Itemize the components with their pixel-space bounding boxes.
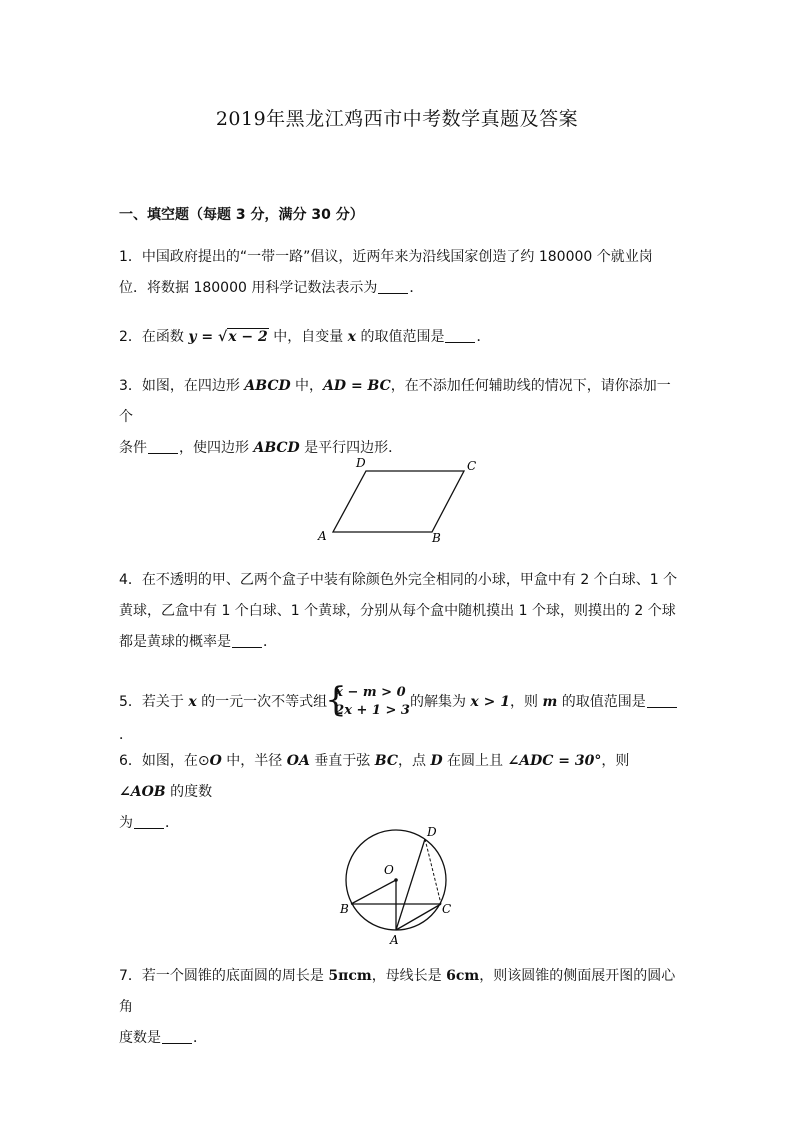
q7-t2: ，母线长是: [371, 968, 447, 984]
q6-adc: ∠ADC = 30°: [507, 753, 602, 769]
section-heading: 一、填空题（每题 3 分，满分 30 分）: [119, 207, 364, 223]
page-title: 2019年黑龙江鸡西市中考数学真题及答案: [215, 108, 579, 130]
q5-t3: 的解集为: [409, 694, 471, 710]
answer-blank: [647, 693, 677, 708]
q5-t5: 的取值范围是: [557, 694, 646, 710]
q2-radicand: x − 2: [228, 329, 268, 345]
q1-line1: 1．中国政府提出的“一带一路”倡议，近两年来为沿线国家创造了约 180000 个就业岗: [119, 249, 653, 265]
q5-t4: ，则: [509, 694, 543, 710]
label-a: A: [318, 529, 327, 543]
q5-t6: ．: [119, 727, 133, 743]
q6-t2: 中，半径: [221, 753, 287, 769]
q4-line2: 黄球，乙盒中有 1 个白球、1 个黄球，分别从每个盒中随机摸出 1 个球，则摸出的 2 个球: [119, 603, 676, 619]
brace-icon: {: [325, 680, 347, 720]
inequality-2: 2x + 1 > 3: [335, 703, 410, 718]
answer-blank: [445, 328, 475, 343]
center-dot: [394, 878, 398, 882]
q7-line2: [119, 1023, 679, 1054]
q4-t2: ．: [263, 634, 277, 650]
question-6: [119, 746, 679, 839]
q5-solution: x > 1: [470, 694, 510, 710]
sqrt-symbol: √: [217, 329, 228, 345]
q1-line2-end: ．: [409, 280, 424, 296]
q7-circumference: 5πcm: [328, 968, 372, 984]
label-c: C: [442, 902, 452, 916]
label-b: B: [432, 531, 441, 545]
q6-t5: 在圆上且: [442, 753, 508, 769]
q2-var: x: [347, 329, 357, 345]
label-d: D: [356, 456, 366, 470]
q4-line1: 4．在不透明的甲、乙两个盒子中装有除颜色外完全相同的小球，甲盒中有 2 个白球、1 个: [119, 572, 678, 588]
q2-y: y: [188, 329, 197, 345]
q7-t5: ．: [193, 1030, 207, 1046]
circle-shape: [346, 830, 446, 930]
q6-t4: ，点: [397, 753, 431, 769]
answer-blank: [378, 279, 408, 294]
q7-line1: [119, 961, 679, 1023]
q3-line1: [119, 371, 679, 433]
q2-text-a: 2．在函数: [119, 329, 189, 345]
q2-eq: =: [196, 329, 218, 345]
q6-t9: ．: [165, 815, 179, 831]
q1-line2-text: 位．将数据 180000 用科学记数法表示为: [119, 280, 378, 296]
q6-t3: 垂直于弦: [309, 753, 375, 769]
q3-t3: ，在不添加任何辅助线的情况下，请你添加一个: [119, 378, 671, 425]
q2-text-d: ．: [476, 329, 491, 345]
q5-t2: 的一元一次不等式组: [196, 694, 328, 710]
question-1: [119, 242, 679, 304]
answer-blank: [232, 633, 262, 648]
q4-line3: [119, 627, 679, 658]
segment-ob: [351, 880, 396, 904]
q3-t4: 条件: [119, 440, 147, 456]
label-o: O: [384, 863, 394, 877]
label-d: D: [427, 825, 437, 839]
q6-line2: [119, 808, 679, 839]
q6-d: D: [430, 753, 443, 769]
q3-t1: 3．如图，在四边形: [119, 378, 245, 394]
answer-blank: [134, 814, 164, 829]
circle-symbol: ⊙: [197, 753, 210, 769]
parallelogram-shape: [333, 471, 464, 532]
q3-t5: ，使四边形: [179, 440, 254, 456]
answer-blank: [162, 1029, 192, 1044]
q4-t1: 都是黄球的概率是: [119, 634, 231, 650]
q6-t6: ，则: [601, 753, 630, 769]
question-3: [119, 371, 679, 464]
q3-t6: 是平行四边形．: [299, 440, 403, 456]
label-a: A: [390, 933, 399, 947]
q6-t1: 6．如图，在: [119, 753, 198, 769]
q6-line1: [119, 746, 679, 808]
q5-t1: 5．若关于: [119, 694, 189, 710]
question-5: [119, 680, 679, 751]
segment-ac: [396, 904, 441, 930]
q7-t4: 度数是: [119, 1030, 161, 1046]
q1-line2: [119, 273, 679, 304]
q3-line2: [119, 433, 679, 464]
q2-text-b: 中，自变量: [268, 329, 348, 345]
q3-abcd: ABCD: [244, 378, 291, 394]
q3-t2: 中，: [290, 378, 324, 394]
q6-oa: OA: [286, 753, 310, 769]
label-c: C: [467, 459, 477, 473]
q6-aob: ∠AOB: [119, 784, 166, 800]
q5-var: x: [188, 694, 197, 710]
q7-slant-height: 6cm: [446, 968, 480, 984]
question-4: [119, 565, 679, 658]
inequality-1: x − m > 0: [335, 685, 406, 700]
q5-m: m: [542, 694, 558, 710]
q6-bc: BC: [374, 753, 398, 769]
q3-ad-bc: AD = BC: [323, 378, 391, 394]
q7-t3: ，则该圆锥的侧面展开图的圆心角: [119, 968, 676, 1015]
q6-t7: 的度数: [165, 784, 213, 800]
question-2: [119, 322, 679, 353]
q3-abcd-2: ABCD: [253, 440, 300, 456]
inequality-system: [325, 680, 410, 720]
q6-t8: 为: [119, 815, 133, 831]
question-7: [119, 961, 679, 1054]
q7-t1: 7．若一个圆锥的底面圆的周长是: [119, 968, 329, 984]
q6-o: O: [209, 753, 222, 769]
q2-text-c: 的取值范围是: [356, 329, 445, 345]
label-b: B: [340, 902, 349, 916]
answer-blank: [148, 439, 178, 454]
segment-dc: [425, 839, 441, 904]
segment-ad: [396, 839, 425, 930]
